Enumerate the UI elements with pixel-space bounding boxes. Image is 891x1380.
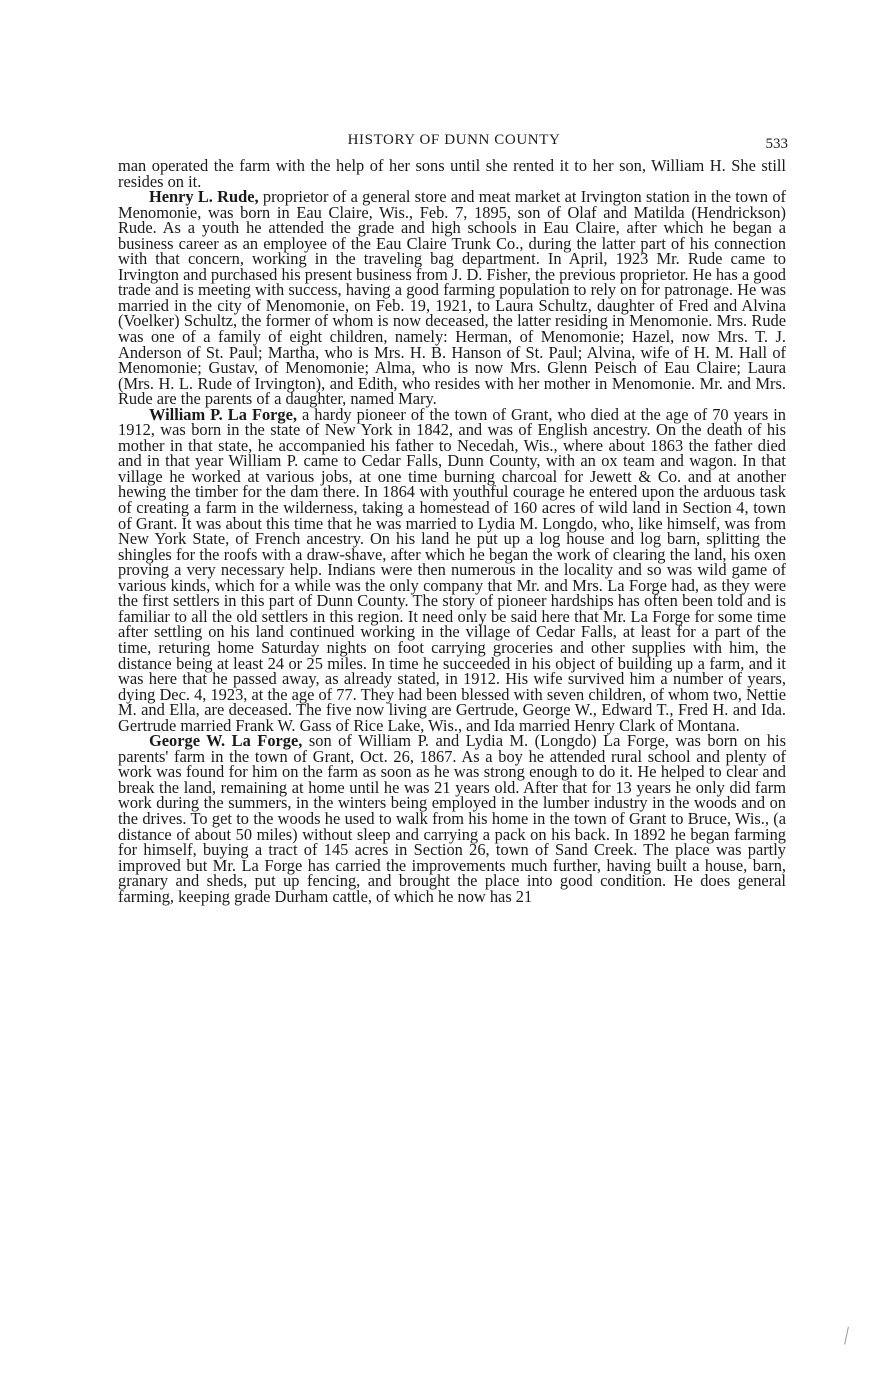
page-number: 533: [765, 136, 788, 152]
entry-name: George W. La Forge,: [149, 731, 303, 751]
entry-text: a hardy pioneer of the town of Grant, who died at the age of 70 years in 1912, was born in the state of New York in 1842, and was of English ancestry. On the death of his mother in that state, he accompanied his father to Necedah, Wis., where about 1863 the father died and in that year William P. came to Cedar Falls, Dunn County, with an ox team and wagon. In that village he worked at various jobs, at one time burning charcoal for Jewett & Co. and at another hewing the timber for the dam there. In 1864 with youthful courage he entered upon the arduous task of creating a farm in the wilderness, taking a homestead of 160 acres of wild land in Section 4, town of Grant. It was about this time that he was married to Lydia M. Longdo, who, like himself, was from New York State, of French ancestry. On his land he put up a log house and log barn, splitting the shingles for the roofs with a draw-shave, after which he began the work of clearing the land, his oxen proving a very necessary help. Indians were then numerous in the locality and so was wild game of various kinds, which for a while was the only company that Mr. and Mrs. La Forge had, as they were the first settlers in this part of Dunn County. The story of pioneer hardships has often been told and is familiar to all the old settlers in this region. It need only be said here that Mr. La Forge for some time after settling on his land continued working in the village of Cedar Falls, at least for a part of the time, returing home Saturday nights on foot carrying groceries and other supplies with him, the distance being at least 24 or 25 miles. In time he succeeded in his object of building up a farm, and it was here that he passed away, as already stated, in 1912. His wife survived him a number of years, dying Dec. 4, 1923, at the age of 77. They had been blessed with seven children, of whom two, Nettie M. and Ella, are deceased. The five now living are Gertrude, George W., Edward T., Fred H. and Ida. Gertrude married Frank W. Gass of Rice Lake, Wis., and Ida married Henry Clark of Montana.: [118, 404, 786, 735]
entry-name: William P. La Forge,: [149, 404, 297, 424]
entry-text: proprietor of a general store and meat market at Irvington station in the town of Menomonie, was born in Eau Claire, Wis., Feb. 7, 1895, son of Olaf and Matilda (Hendrickson) Rude. As a youth he attended the grade and high schools in Eau Claire, after which he began a business career as an employee of the Eau Claire Trunk Co., during the latter part of his connection with that concern, working in the traveling bag department. In April, 1923 Mr. Rude came to Irvington and purchased his present business from J. D. Fisher, the previous proprietor. He has a good trade and is meeting with success, having a good farming population to rely on for patronage. He was married in the city of Menomonie, on Feb. 19, 1921, to Laura Schultz, daughter of Fred and Alvina (Voelker) Schultz, the former of whom is now deceased, the latter residing in Menomonie. Mrs. Rude was one of a family of eight children, namely: Herman, of Menomonie; Hazel, now Mrs. T. J. Anderson of St. Paul; Martha, who is Mrs. H. B. Hanson of St. Paul; Alvina, wife of H. M. Hall of Menomonie; Gustav, of Menomonie; Alma, who is now Mrs. Glenn Peisch of Eau Claire; Laura (Mrs. H. L. Rude of Irvington), and Edith, who resides with her mother in Menomonie. Mr. and Mrs. Rude are the parents of a daughter, named Mary.: [118, 187, 786, 409]
paragraph-text: man operated the farm with the help of her sons until she rented it to her son, William H. She still resides on it.: [118, 156, 786, 191]
entry-text: son of William P. and Lydia M. (Longdo) La Forge, was born on his parents' farm in the town of Grant, Oct. 26, 1867. As a boy he attended rural school and plenty of work was found for him on the farm as soon as he was strong enough to do it. He helped to clear and break the land, remaining at home until he was 21 years old. After that for 13 years he only did farm work during the summers, in the winters being employed in the lumber industry in the woods and on the drives. To get to the woods he used to walk from his home in the town of Grant to Bruce, Wis., (a distance of about 50 miles) without sleep and carrying a pack on his back. In 1892 he began farming for himself, buying a tract of 145 acres in Section 26, town of Sand Creek. The place was partly improved but Mr. La Forge has carried the improvements much further, having built a house, barn, granary and sheds, put up fencing, and brought the place into good condition. He does general farming, keeping grade Durham cattle, of which he now has 21: [118, 731, 786, 906]
entry-george-w-la-forge: [118, 733, 786, 904]
entry-name: Henry L. Rude,: [149, 187, 259, 207]
page-header: [120, 128, 788, 152]
page-body: [118, 158, 786, 904]
paragraph-continuation: [118, 158, 786, 189]
margin-pencil-mark: [844, 1327, 852, 1345]
running-head: HISTORY OF DUNN COUNTY: [347, 132, 561, 148]
entry-henry-l-rude: [118, 189, 786, 407]
entry-william-p-la-forge: [118, 404, 786, 735]
